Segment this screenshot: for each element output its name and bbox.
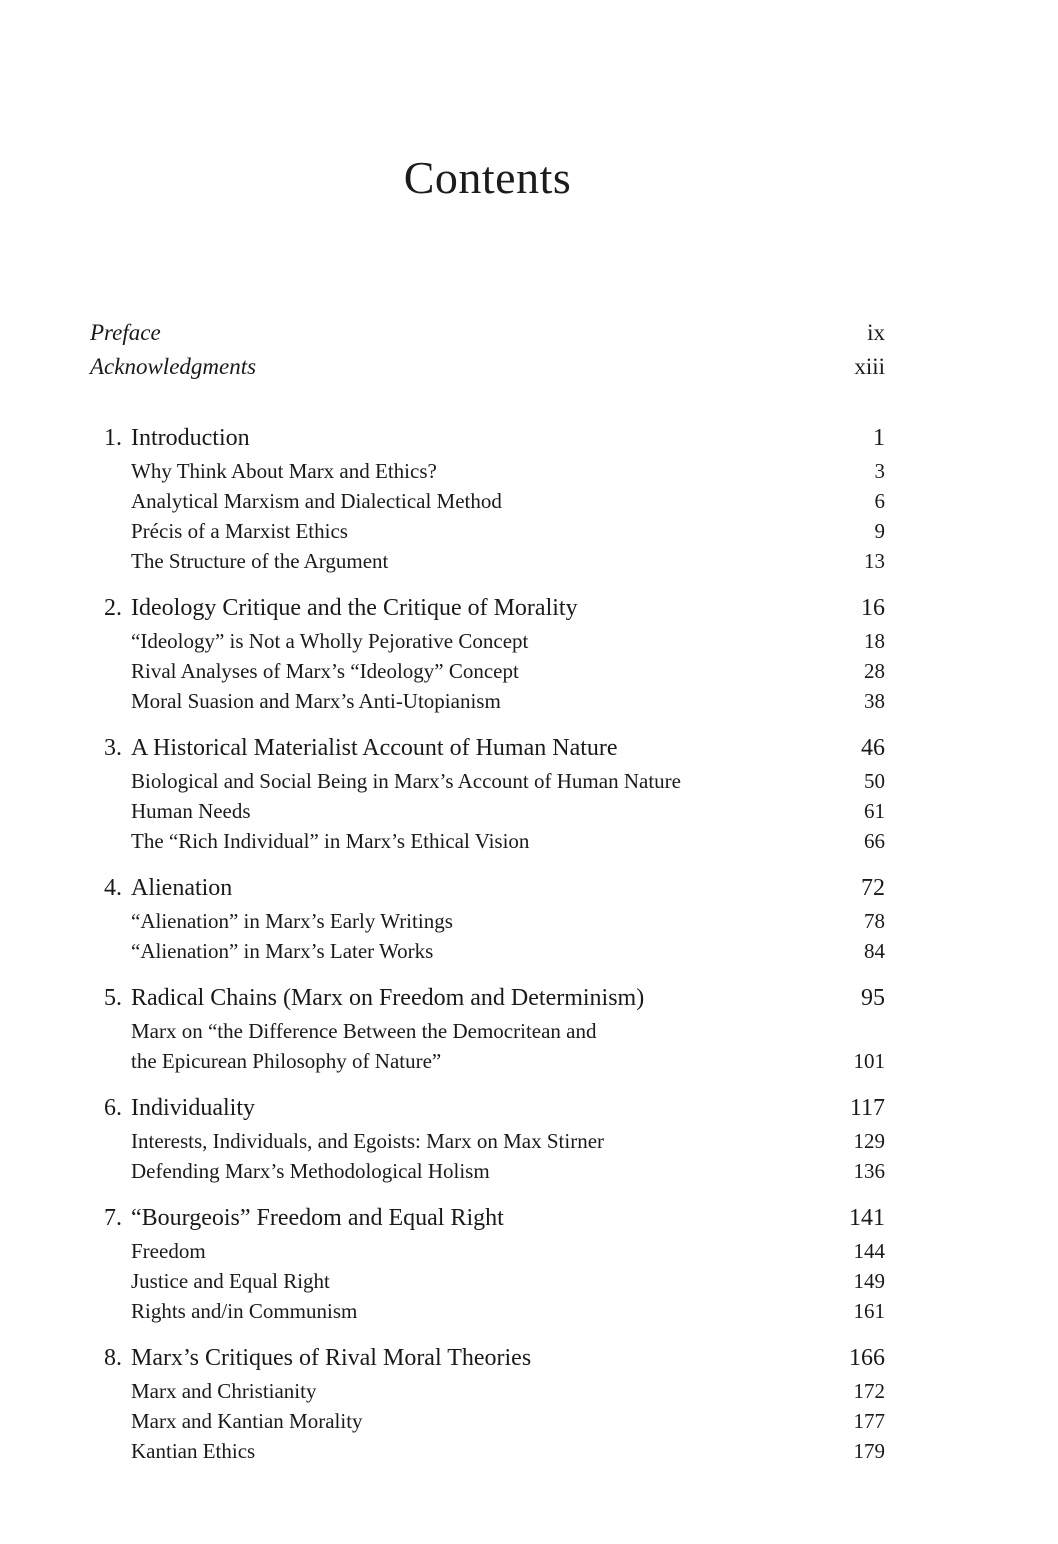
chapter-title: Introduction [131, 425, 250, 451]
subsection-page: 28 [864, 659, 885, 683]
subsection-page: 78 [864, 909, 885, 933]
chapter-page: 1 [873, 425, 885, 451]
subsection-row [90, 546, 885, 576]
chapter-row [90, 1200, 885, 1236]
subsection-row [90, 1016, 885, 1046]
chapter-block [90, 1340, 885, 1466]
subsection-page: 101 [853, 1049, 885, 1073]
subsection-title: Human Needs [131, 799, 251, 823]
subsection-page: 9 [874, 519, 885, 543]
chapter-title: A Historical Materialist Account of Human Nature [131, 735, 618, 761]
subsection-title: The Structure of the Argument [131, 549, 389, 573]
subsection-row [90, 796, 885, 826]
chapter-block [90, 420, 885, 576]
chapter-row [90, 1090, 885, 1126]
subsection-title: “Alienation” in Marx’s Early Writings [131, 909, 453, 933]
chapter-title: Ideology Critique and the Critique of Morality [131, 595, 578, 621]
chapter-block [90, 590, 885, 716]
chapter-number: 6. [104, 1095, 122, 1121]
chapter-row [90, 590, 885, 626]
subsection-row [90, 1406, 885, 1436]
chapter-row [90, 730, 885, 766]
subsection-page: 144 [853, 1239, 885, 1263]
subsection-row [90, 826, 885, 856]
subsection-page: 18 [864, 629, 885, 653]
chapter-title: Radical Chains (Marx on Freedom and Determinism) [131, 985, 645, 1011]
chapter-row [90, 870, 885, 906]
chapter-number: 8. [104, 1345, 122, 1371]
subsection-title: Why Think About Marx and Ethics? [131, 459, 437, 483]
subsection-page: 177 [853, 1409, 885, 1433]
chapter-title: “Bourgeois” Freedom and Equal Right [131, 1205, 504, 1231]
front-matter-page: ix [867, 320, 885, 345]
subsection-title: The “Rich Individual” in Marx’s Ethical Vision [131, 829, 530, 853]
subsection-row [90, 1046, 885, 1076]
subsection-title: the Epicurean Philosophy of Nature” [131, 1049, 442, 1073]
chapter-title: Marx’s Critiques of Rival Moral Theories [131, 1345, 532, 1371]
chapter-page: 117 [849, 1095, 885, 1121]
subsection-title: Freedom [131, 1239, 206, 1263]
subsection-page: 50 [864, 769, 885, 793]
subsection-row [90, 656, 885, 686]
subsection-page: 161 [853, 1299, 885, 1323]
subsection-page: 129 [853, 1129, 885, 1153]
subsection-title: Marx and Kantian Morality [131, 1409, 363, 1433]
chapter-number: 1. [104, 425, 122, 451]
subsection-row [90, 1236, 885, 1266]
subsection-page: 13 [864, 549, 885, 573]
chapter-number: 7. [104, 1205, 122, 1231]
front-matter-list [90, 316, 885, 384]
subsection-page: 3 [874, 459, 885, 483]
subsection-title: Précis of a Marxist Ethics [131, 519, 348, 543]
subsection-title: Marx on “the Difference Between the Democritean and [131, 1019, 597, 1043]
chapter-page: 95 [861, 985, 885, 1011]
chapter-number: 4. [104, 875, 122, 901]
subsection-row [90, 906, 885, 936]
subsection-row [90, 1266, 885, 1296]
toc-content [90, 0, 885, 1466]
subsection-row [90, 456, 885, 486]
chapter-row [90, 980, 885, 1016]
subsection-row [90, 1376, 885, 1406]
chapter-page: 16 [861, 595, 885, 621]
subsection-row [90, 686, 885, 716]
front-matter-title: Preface [90, 320, 161, 345]
subsection-row [90, 626, 885, 656]
chapter-page: 141 [849, 1205, 885, 1231]
page-title: Contents [403, 152, 572, 203]
front-matter-title: Acknowledgments [90, 354, 257, 379]
subsection-row [90, 516, 885, 546]
chapter-row [90, 420, 885, 456]
chapter-page: 46 [861, 735, 885, 761]
front-matter-row [90, 316, 885, 350]
subsection-title: Moral Suasion and Marx’s Anti-Utopianism [131, 689, 501, 713]
subsection-page: 61 [864, 799, 885, 823]
chapter-title: Alienation [131, 875, 233, 901]
chapter-row [90, 1340, 885, 1376]
subsection-title: Kantian Ethics [131, 1439, 256, 1463]
chapter-block [90, 980, 885, 1076]
subsection-page: 84 [864, 939, 885, 963]
subsection-page: 179 [853, 1439, 885, 1463]
chapter-block [90, 1200, 885, 1326]
chapter-page: 72 [861, 875, 885, 901]
subsection-page: 172 [853, 1379, 885, 1403]
front-matter-page: xiii [854, 354, 885, 379]
subsection-title: Justice and Equal Right [131, 1269, 330, 1293]
subsection-page: 6 [874, 489, 885, 513]
subsection-row [90, 1156, 885, 1186]
chapter-number: 3. [104, 735, 122, 761]
chapter-number: 2. [104, 595, 122, 621]
subsection-page: 136 [853, 1159, 885, 1183]
subsection-page: 66 [864, 829, 885, 853]
subsection-row [90, 1436, 885, 1466]
subsection-row [90, 486, 885, 516]
chapter-page: 166 [849, 1345, 885, 1371]
chapter-block [90, 1090, 885, 1186]
chapter-number: 5. [104, 985, 122, 1011]
subsection-title: Analytical Marxism and Dialectical Method [131, 489, 502, 513]
subsection-title: Rival Analyses of Marx’s “Ideology” Concept [131, 659, 519, 683]
subsection-title: “Ideology” is Not a Wholly Pejorative Concept [131, 629, 529, 653]
subsection-page: 38 [864, 689, 885, 713]
chapter-block [90, 730, 885, 856]
front-matter-row [90, 350, 885, 384]
subsection-row [90, 766, 885, 796]
subsection-title: Defending Marx’s Methodological Holism [131, 1159, 490, 1183]
subsection-row [90, 1126, 885, 1156]
chapter-list [90, 420, 885, 1466]
subsection-title: “Alienation” in Marx’s Later Works [131, 939, 434, 963]
chapter-title: Individuality [131, 1095, 255, 1121]
subsection-title: Interests, Individuals, and Egoists: Marx on Max Stirner [131, 1129, 605, 1153]
subsection-page: 149 [853, 1269, 885, 1293]
subsection-title: Rights and/in Communism [131, 1299, 358, 1323]
subsection-row [90, 1296, 885, 1326]
subsection-title: Biological and Social Being in Marx’s Account of Human Nature [131, 769, 681, 793]
chapter-block [90, 870, 885, 966]
subsection-row [90, 936, 885, 966]
subsection-title: Marx and Christianity [131, 1379, 317, 1403]
